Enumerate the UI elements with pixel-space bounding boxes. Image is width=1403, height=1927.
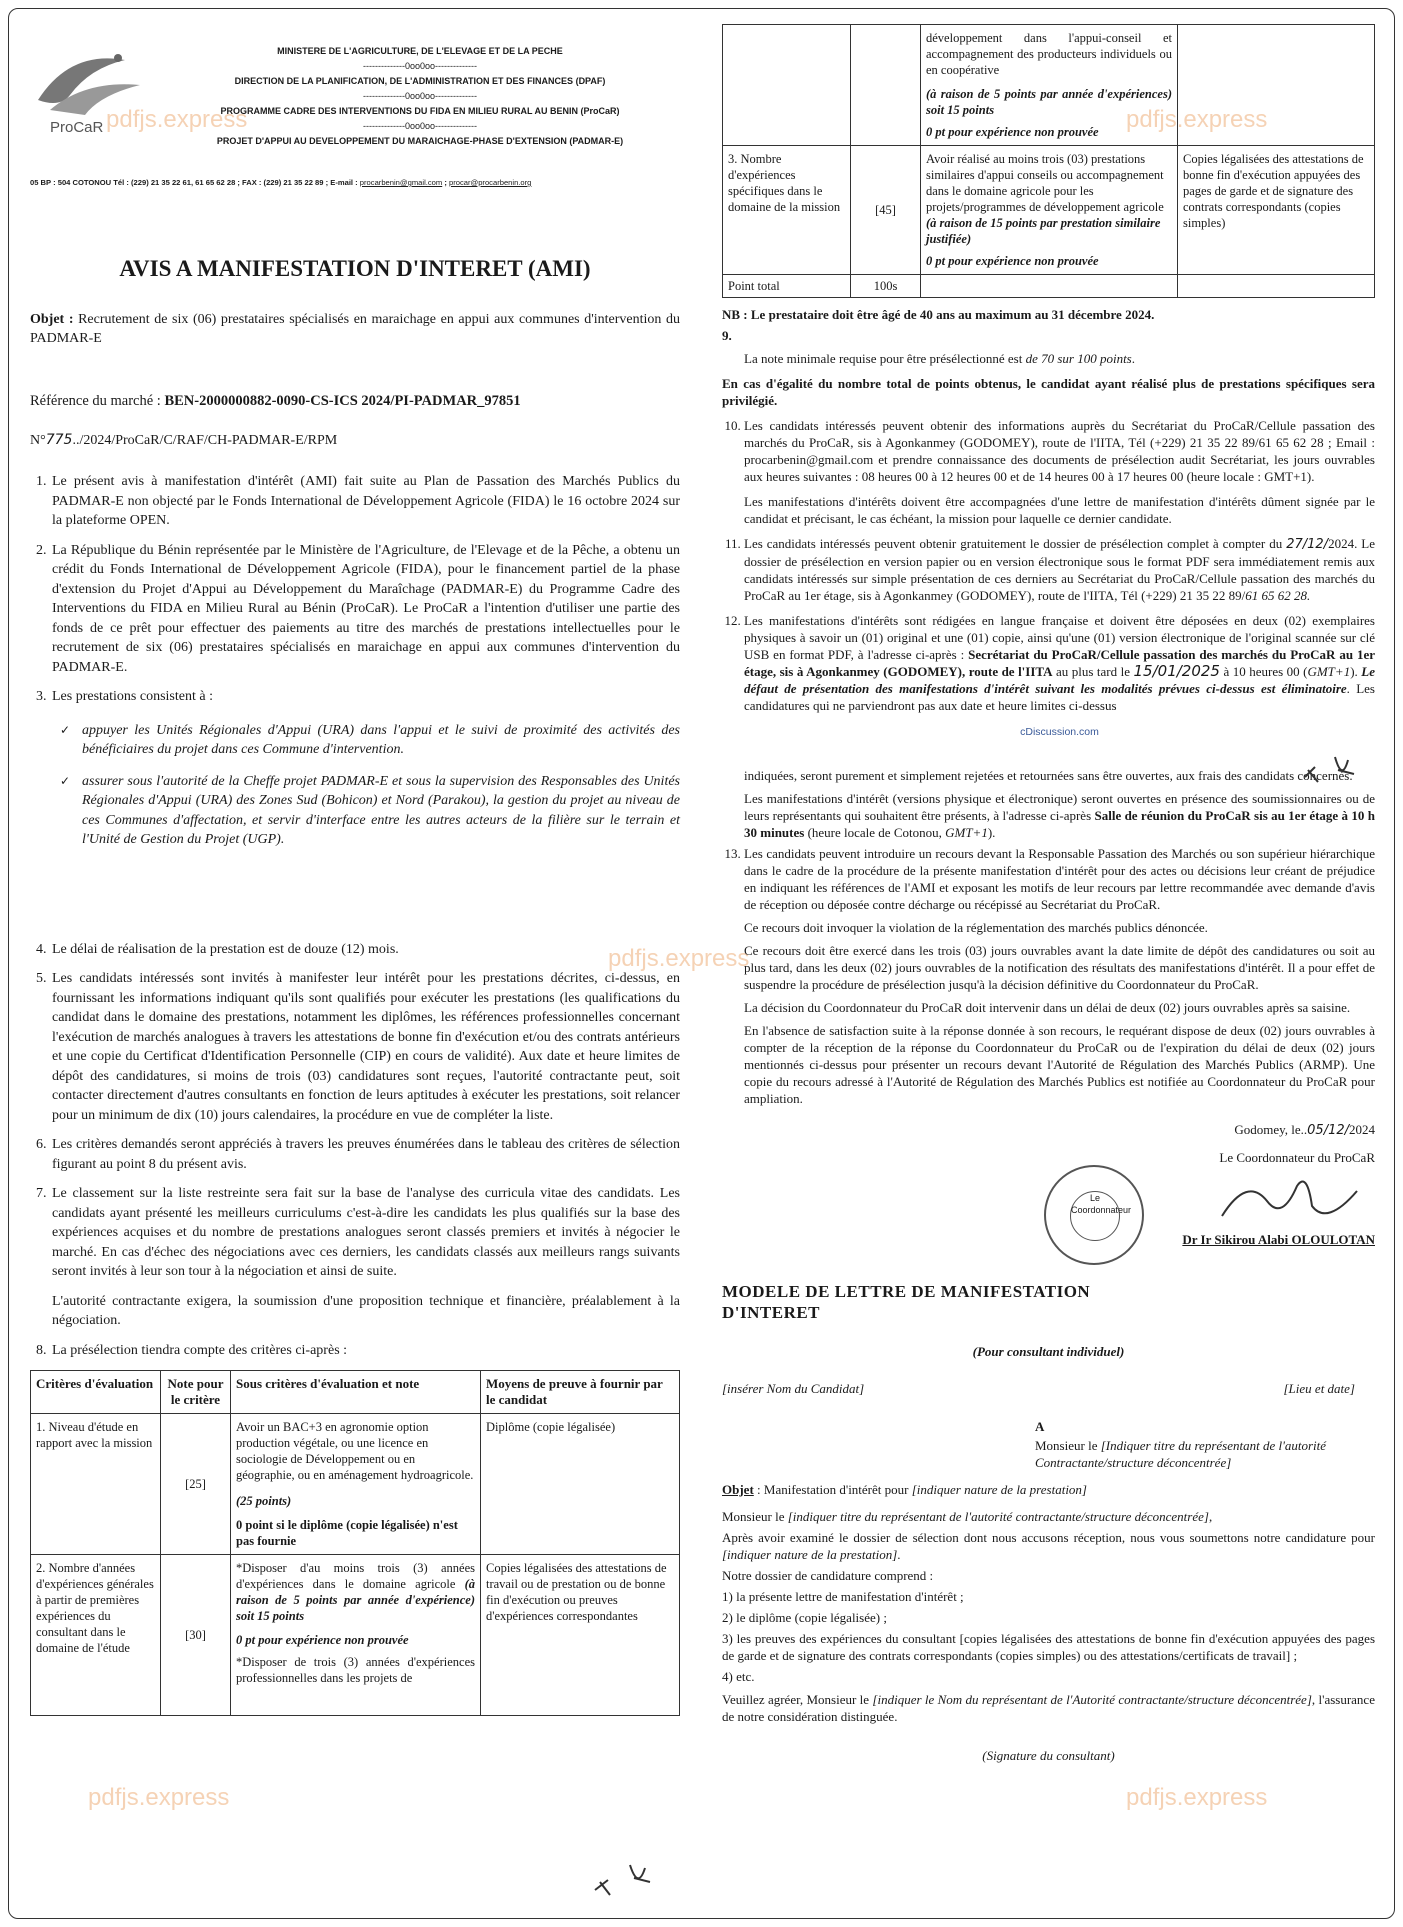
initials-icon <box>1300 752 1360 792</box>
list-item: 2. La République du Bénin représentée par le Ministère de l'Agriculture, de l'Elevage et de la Pêche, a obtenu un crédit du Fonds International de Développement Agricole (FIDA), pour le financement partiel de la phase d'extension du Projet d'Appui au Développement du Maraîchage (PADMAR-E) du Programme Cadre des Interventions du FIDA en Milieu Rural au Bénin (ProCaR). Le ProCaR a l'intention d'utiliser une partie des fonds de ce prêt pour effectuer des paiements au titre des marchés de prestations intellectuelles pour le recrutement de six (06) prestataires spécialisés en maraichage en appui aux communes d'intervention du PADMAR-E. <box>50 541 680 678</box>
table-row <box>31 1414 680 1555</box>
right-items-list <box>722 417 1375 1107</box>
list-item: 2) le diplôme (copie légalisée) ; <box>722 1610 887 1625</box>
separator: --------------0oo0oo-------------- <box>363 121 477 131</box>
address-line: 05 BP : 504 COTONOU Tél : (229) 21 35 22 61, 61 65 62 28 ; FAX : (229) 21 35 22 89 ; E-mail : procarbenin@gmail.com ; procar@procarbenin.org <box>30 178 532 187</box>
list-item: 8. La présélection tiendra compte des critères ci-après : <box>50 1341 680 1361</box>
subcriteria-cell: *Disposer d'au moins trois (3) années d'expériences dans le domaine agricole (à raison de 5 points par année d'expérience) soit 15 points 0 pt pour expérience non prouvée *Disposer de trois (3) années d'expériences professionnelles dans les projets de <box>231 1555 481 1716</box>
ministry-line: MINISTERE DE L'AGRICULTURE, DE L'ELEVAGE ET DE LA PECHE <box>277 46 563 56</box>
proof-cell: Diplôme (copie légalisée) <box>481 1414 680 1555</box>
dossier-intro: Notre dossier de candidature comprend : <box>722 1568 934 1583</box>
list-item: ✓ assurer sous l'autorité de la Cheffe projet PADMAR-E et sous la supervision des Responsables des Unités Régionales d'Appui (URA) des Zones Sud (Bohicon) et Nord (Parakou), la gestion du projet au niveau de ces Communes d'affectation, et servir d'interface entre les autres acteurs de la filière sur le terrain et l'Unité de Gestion du Projet (UGP). <box>82 772 680 850</box>
model-body: Après avoir examiné le dossier de sélection dont nous accusons réception, nous vous soumettons notre candidature pour [indiquer nature de la prestation]. <box>722 1530 1375 1562</box>
min-score: La note minimale requise pour être présélectionné est de 70 sur 100 points. <box>744 351 1135 366</box>
logo-text: ProCaR <box>50 119 104 136</box>
column-header: Moyens de preuve à fournir par le candidat <box>481 1371 680 1414</box>
list-item: 4) etc. <box>722 1669 755 1684</box>
list-item: 11. Les candidats intéressés peuvent obtenir gratuitement le dossier de présélection complet à compter du 27/12/2024. Le dossier de présélection en version papier ou en version électronique sous le format PDF sera immédiatement remis aux candidats intéressés sur simple présentation de ces derniers au Secrétariat du ProCaR/Cellule passation des marchés du ProCaR au 1er étage, sis à Agonkanmey (GODOMEY), route de l'IITA, Tél (+229) 21 35 22 89/61 65 62 28. <box>744 535 1375 604</box>
direction-line: DIRECTION DE LA PLANIFICATION, DE L'ADMINISTRATION ET DES FINANCES (DPAF) <box>234 76 606 86</box>
criteria-table <box>30 1370 680 1716</box>
coordinator-title: Le Coordonnateur du ProCaR <box>1219 1150 1375 1165</box>
separator: --------------0oo0oo-------------- <box>363 91 477 101</box>
numero: N°775../2024/ProCaR/C/RAF/CH-PADMAR-E/RPM <box>30 432 338 448</box>
candidate-line: [insérer Nom du Candidat] [Lieu et date] <box>722 1381 1355 1396</box>
subcriteria-cell: développement dans l'appui-conseil et accompagnement des producteurs individuels ou en coopérative (à raison de 5 points par année d'expériences) soit 15 points 0 pt pour expérience non prouvée <box>921 25 1178 146</box>
nb-note: NB : Le prestataire doit être âgé de 40 ans au maximum au 31 décembre 2024. <box>722 307 1155 322</box>
score-cell: [25] <box>161 1414 231 1555</box>
right-column <box>722 24 1375 1764</box>
watermark: pdfjs.express <box>1126 1784 1268 1811</box>
list-item: 1) la présente lettre de manifestation d'intérêt ; <box>722 1589 964 1604</box>
procar-logo-icon <box>30 40 150 140</box>
score-cell: [45] <box>851 146 921 275</box>
proof-cell: Copies légalisées des attestations de bonne fin d'exécution appuyées des pages de garde et de signature des contrats correspondants (copies simples) <box>1178 146 1375 275</box>
signature-icon <box>1217 1171 1367 1231</box>
list-item: 12. Les manifestations d'intérêts sont rédigées en langue française et doivent être déposées en deux (02) exemplaires physiques à savoir un (01) original et une (01) copie, ainsi qu'une (01) version électronique de l'original scannée sur clé USB en format PDF, à l'adresse ci-après : Secrétariat du ProCaR/Cellule passation des marchés du ProCaR au 1er étage, sis à Agonkanmey (GODOMEY), route de l'IITA au plus tard le 15/01/2025 à 10 heures 00 (GMT+1). Le défaut de présentation des manifestations d'intérêt suivant les modalités prévues ci-dessus est éliminatoire. Les candidatures qui ne parviendront pas aux date et heure limites ci-dessus cDiscussion.com indiquées, seront purement et simplement rejetées et retournées sans être ouvertes, aux frais des candidats concernés. Les manifestations d'intérêt (versions physique et électronique) seront ouvertes en présence des soumissionnaires ou de leurs représentants qui souhaitent être présents, à l'adresse ci-après Salle de réunion du ProCaR sis au 1er étage à 10 h 30 minutes (heure locale de Cotonou, GMT+1). <box>744 612 1375 841</box>
list-item: 6. Les critères demandés seront appréciés à travers les preuves énumérées dans le tableau des critères de sélection figurant au point 8 du présent avis. <box>50 1135 680 1174</box>
criterion-cell: 1. Niveau d'étude en rapport avec la mission <box>31 1414 161 1555</box>
reference: Référence du marché : BEN-2000000882-0090-CS-ICS 2024/PI-PADMAR_97851 <box>30 393 521 409</box>
official-stamp: Le Coordonnateur <box>1044 1165 1144 1265</box>
criteria-table-continued <box>722 24 1375 298</box>
subcriteria-cell: Avoir un BAC+3 en agronomie option production végétale, ou une licence en sociologie de Développement ou en géographie, ou en aménagement hydroagricole. (25 points) 0 point si le diplôme (copie légalisée) n'est pas fournie <box>231 1414 481 1555</box>
list-item: ✓ appuyer les Unités Régionales d'Appui (URA) dans l'appui et le suivi de proximité des activités des bénéficiaires du projet dans ces Commune d'intervention. <box>82 721 680 760</box>
signature-label: (Signature du consultant) <box>982 1748 1115 1763</box>
handwritten-number: 775 <box>45 432 73 448</box>
total-label: Point total <box>723 275 851 298</box>
website-mark: cDiscussion.com <box>1020 726 1099 738</box>
place-date: Godomey, le..05/12/2024 <box>1234 1122 1375 1138</box>
list-item: 4. Le délai de réalisation de la prestation est de douze (12) mois. <box>50 940 680 960</box>
signature-block <box>722 1107 1375 1257</box>
table-total-row <box>723 275 1375 298</box>
document-title: AVIS A MANIFESTATION D'INTERET (AMI) <box>119 256 591 281</box>
watermark: pdfjs.express <box>608 945 750 972</box>
score-cell: [30] <box>161 1555 231 1716</box>
watermark: pdfjs.express <box>1126 106 1268 133</box>
letterhead <box>30 30 680 198</box>
criterion-cell: 2. Nombre d'années d'expériences générales à partir de premières expériences du consultant dans le domaine de l'étude <box>31 1555 161 1716</box>
email-link[interactable]: procar@procarbenin.org <box>448 178 532 187</box>
handwritten-date: 27/12/ <box>1286 537 1329 552</box>
separator: --------------0oo0oo-------------- <box>363 61 477 71</box>
column-header: Note pour le critère <box>161 1371 231 1414</box>
left-column <box>30 30 680 1716</box>
column-header: Critères d'évaluation <box>31 1371 161 1414</box>
salutation: Monsieur le [indiquer titre du représentant de l'autorité contractante/structure déconcentrée], <box>722 1509 1213 1524</box>
initials-icon <box>590 1860 660 1900</box>
tie-rule: En cas d'égalité du nombre total de points obtenus, le candidat ayant réalisé plus de prestations spécifiques sera privilégié. <box>722 376 1375 408</box>
watermark: pdfjs.express <box>106 106 248 133</box>
model-subtitle: (Pour consultant individuel) <box>972 1344 1125 1359</box>
list-item: 5. Les candidats intéressés sont invités à manifester leur intérêt pour les prestations décrites, ci-dessus, en fournissant les informations indiquant qu'ils sont qualifiés pour exécuter les prestations (les qualifications du candidat dans le domaine des prestations, notamment les diplômes, les références professionnelles concernant l'exécution de marchés analogues à travers les attestations de bonne fin d'exécution et/ou des contrats antérieurs et une copie du Certificat d'Identification Personnelle (CIP) en cours de validité). Aux date et heure limites de dépôt des candidatures, si moins de trois (03) candidatures sont reçues, l'autorité contractante peut, soit contacter directement d'autres consultants en fonction de leurs aptitudes à exécuter les prestations, soit relancer pour un minimum de dix (10) jours calendaires, la procédure en vue de compléter la liste. <box>50 969 680 1125</box>
table-row <box>723 25 1375 146</box>
letterhead-lines <box>155 44 685 149</box>
closing: Veuillez agréer, Monsieur le [indiquer le Nom du représentant de l'Autorité contractante/structure déconcentrée], l'assurance de notre considération distinguée. <box>722 1692 1375 1724</box>
recipient-a: A <box>1035 1419 1045 1434</box>
list-item: 3. Les prestations consistent à : ✓ appuyer les Unités Régionales d'Appui (URA) dans l'appui et le suivi de proximité des activités des bénéficiaires du projet dans ces Commune d'intervention. ✓ assurer sous l'autorité de la Cheffe projet PADMAR-E et sous la supervision des Responsables des Unités Régionales d'Appui (URA) des Zones Sud (Bohicon) et Nord (Parakou), la gestion du projet au niveau de ces Communes d'affectation, et servir d'interface entre les autres acteurs de la filière sur le terrain et l'Unité de Gestion du Projet (UGP). <box>50 687 680 930</box>
email-link[interactable]: procarbenin@gmail.com <box>359 178 443 187</box>
list-item: 7. Le classement sur la liste restreinte sera fait sur la base de l'analyse des curricula vitae des candidats. Les candidats ayant présenté les meilleurs curriculums c'est-à-dire les candidats les plus qualifiés sur la base des expériences acquises et du nombre de prestations analogues seront classés premiers et invités à négocier le marché. En cas d'échec des négociations avec ces derniers, les candidats classés aux meilleurs rangs suivants seront invités à leur son tour à la négociation et ainsi de suite. L'autorité contractante exigera, la soumission d'une proposition technique et financière, préalablement à la négociation. <box>50 1184 680 1331</box>
proof-cell: Copies légalisées des attestations de travail ou de prestation ou de bonne fin d'exécution ou preuves d'expériences correspondantes <box>481 1555 680 1716</box>
coordinator-name: Dr Ir Sikirou Alabi OLOULOTAN <box>1182 1232 1375 1247</box>
table-row <box>31 1555 680 1716</box>
program-line: PROGRAMME CADRE DES INTERVENTIONS DU FIDA EN MILIEU RURAL AU BENIN (ProCaR) <box>220 106 620 116</box>
table-header-row <box>31 1371 680 1414</box>
recipient: Monsieur le [Indiquer titre du représentant de l'autorité Contractante/structure déconcentrée] <box>1035 1438 1327 1470</box>
model-title: MODELE DE LETTRE DE MANIFESTATION D'INTERET <box>722 1282 1091 1322</box>
list-item: 10. Les candidats intéressés peuvent obtenir des informations auprès du Secrétariat du ProCaR/Cellule passation des marchés du ProCaR, sis à Agonkanmey (GODOMEY), route de l'IITA, Tél (+229) 21 35 22 89/61 65 62 28 ; Email : procarbenin@gmail.com et prendre connaissance des documents de présélection audit Secrétariat, les jours ouvrables aux heures suivantes : 08 heures 00 à 12 heures 00 et de 14 heures 00 à 17 heures 00 (heure locale : GMT+1). Les manifestations d'intérêts doivent être accompagnées d'une lettre de manifestation d'intérêts dûment signée par le candidat et précisant, le cas échéant, la mission pour laquelle ce dernier candidate. <box>744 417 1375 527</box>
subcriteria-cell: Avoir réalisé au moins trois (03) prestations similaires d'appui conseils ou accompagnement dans le domaine agricole pour les projets/programmes de développement agricole (à raison de 15 points par prestation similaire justifiée) 0 pt pour expérience non prouvée <box>921 146 1178 275</box>
watermark: pdfjs.express <box>88 1784 230 1811</box>
total-value: 100s <box>851 275 921 298</box>
items-list <box>30 472 680 1360</box>
prestations-list <box>52 721 680 850</box>
list-item: 13. Les candidats peuvent introduire un recours devant la Responsable Passation des Marchés ou son supérieur hiérarchique dans le cadre de la procédure de la présente manifestation d'intérêt pour des actes ou décisions leur créant de préjudice en indiquant les références de l'AMI et exposant les motifs de leur recours par lettre recommandée avec demande d'avis de réception ou déposée contre décharge ou récépissé au Secrétariat du ProCaR. Ce recours doit invoquer la violation de la réglementation des marchés publics dénoncée. Ce recours doit être exercé dans les trois (03) jours ouvrables avant la date limite de dépôt des candidatures ou soit au plus tard, dans les deux (02) jours ouvrables de la notification des résultats des manifestations d'intérêt. Il a pour effet de suspendre la procédure de présélection jusqu'à la décision définitive du Coordonnateur du ProCaR. La décision du Coordonnateur du ProCaR doit intervenir dans un délai de deux (02) jours ouvrables après sa saisine. En l'absence de satisfaction suite à la réponse donnée à son recours, le requérant dispose de deux (02) jours ouvrables à compter de la réception de la réponse du Coordonnateur du ProCaR ou de l'expiration du délai de deux (02) jours mentionnés ci-dessus pour présenter un recours devant l'Autorité de Régulation des Marchés Publics (ARMP). Une copie du recours adressé à l'Autorité de Régulation des Marchés Publics est notifiée au Coordonnateur du ProCaR pour ampliation. <box>744 845 1375 1107</box>
column-header: Sous critères d'évaluation et note <box>231 1371 481 1414</box>
project-line: PROJET D'APPUI AU DEVELOPPEMENT DU MARAICHAGE-PHASE D'EXTENSION (PADMAR-E) <box>216 136 624 146</box>
table-row <box>723 146 1375 275</box>
criterion-cell: 3. Nombre d'expériences spécifiques dans le domaine de la mission <box>723 146 851 275</box>
list-item: 3) les preuves des expériences du consultant [copies légalisées des attestations de bonne fin d'exécution appuyées des pages de garde et de signature des contrats correspondants (copies simples) ou des attestations/certificats de travail] ; <box>722 1631 1375 1663</box>
handwritten-date: 15/01/2025 <box>1133 662 1220 680</box>
model-objet: Objet : Manifestation d'intérêt pour [indiquer nature de la prestation] <box>722 1482 1087 1497</box>
model-letter <box>722 1281 1375 1764</box>
item-number: 9. <box>722 328 732 343</box>
list-item: 1. Le présent avis à manifestation d'intérêt (AMI) fait suite au Plan de Passation des Marchés Publics du PADMAR-E non objecté par le Fonds International de Développement Agricole (FIDA) le 16 octobre 2024 sur la plateforme OPEN. <box>50 472 680 531</box>
objet: Objet : Recrutement de six (06) prestataires spécialisés en maraichage en appui aux communes d'intervention du PADMAR-E <box>30 312 680 346</box>
